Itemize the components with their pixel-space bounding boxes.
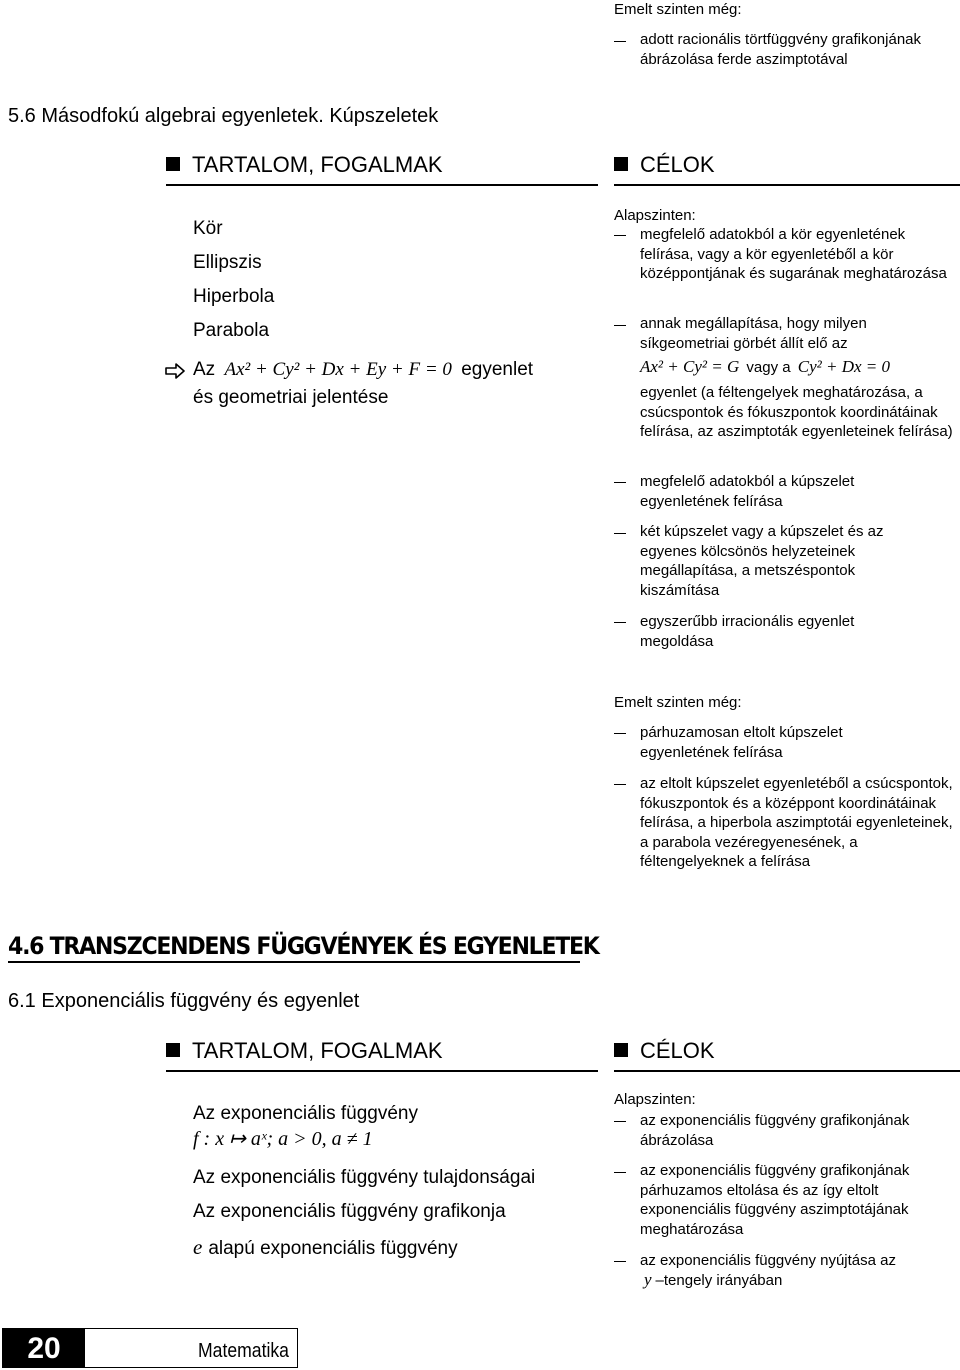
- goal-item: annak megállapítása, hogy milyen síkgeometriai görbét állít elő az: [640, 315, 867, 352]
- topic-item: Az exponenciális függvény grafikonja: [193, 1201, 506, 1222]
- footer-subject: Matematika: [198, 1340, 289, 1362]
- divider: [614, 1070, 960, 1072]
- dash: [614, 235, 626, 236]
- topic-item-line2: és geometriai jelentése: [193, 387, 389, 408]
- topic-item: Hiperbola: [193, 286, 275, 307]
- alap-label: Alapszinten:: [614, 1091, 696, 1108]
- divider: [166, 1070, 598, 1072]
- divider: [166, 184, 598, 186]
- topic-item-general-equation: Az Ax² + Cy² + Dx + Ey + F = 0 egyenlet: [193, 359, 534, 380]
- section-title: 5.6 Másodfokú algebrai egyenletek. Kúpszeletek: [8, 105, 439, 127]
- goal-item: megfelelő adatokból a kúpszelet egyenletének felírása: [640, 473, 855, 510]
- arrow-right-icon: [165, 363, 185, 379]
- section-head-left: TARTALOM, FOGALMAK: [166, 1038, 443, 1064]
- goal-item-cont: egyenlet (a féltengelyek meghatározása, a csúcspontok és fókuszpontok koordinátáinak felírása, az aszimptoták egyenleteinek felírása): [640, 384, 953, 440]
- square-bullet-icon: [166, 157, 180, 171]
- chapter-title: 4.6 TRANSZCENDENS FÜGGVÉNYEK ÉS EGYENLETEK: [8, 932, 599, 960]
- formula: Ax² + Cy² + Dx + Ey + F = 0: [224, 359, 452, 380]
- goal-item: egyszerűbb irracionális egyenlet megoldása: [640, 613, 855, 650]
- alap-label: Alapszinten:: [614, 207, 696, 224]
- goal-item: párhuzamosan eltolt kúpszelet egyenletének felírása: [640, 724, 843, 761]
- dash: [614, 41, 626, 42]
- page-number: 20: [3, 1329, 85, 1367]
- formula-line: Ax² + Cy² = G vagy a Cy² + Dx = 0: [640, 357, 891, 376]
- goal-item-y: y –tengely irányában: [644, 1270, 783, 1289]
- goal-item: az exponenciális függvény grafikonjának ábrázolása: [640, 1112, 910, 1149]
- dash: [614, 482, 626, 483]
- section-head-right: CÉLOK: [614, 152, 715, 178]
- square-bullet-icon: [614, 157, 628, 171]
- goal-item: két kúpszelet vagy a kúpszelet és az egyenes kölcsönös helyzeteinek megállapítása, a metszéspontok kiszámítása: [640, 523, 884, 599]
- dash: [614, 1172, 626, 1173]
- dash: [614, 784, 626, 785]
- goal-item: megfelelő adatokból a kör egyenletének felírása, vagy a kör egyenletéből a kör középpontjának és sugarának meghatározása: [640, 226, 947, 282]
- topic-item: Parabola: [193, 320, 270, 341]
- dash: [614, 733, 626, 734]
- topic-item: Az exponenciális függvény: [193, 1103, 418, 1124]
- formula: f : x ↦ aˣ; a > 0, a ≠ 1: [193, 1128, 373, 1150]
- goal-item: az eltolt kúpszelet egyenletéből a csúcspontok, fókuszpontok és a középpont koordinátáinak felírása, a hiperbola aszimptotái egyenleteinek, a parabola vezéregyenesének, a féltengelyeknek a felírása: [640, 775, 953, 870]
- dash: [614, 325, 626, 326]
- goal-item: az exponenciális függvény nyújtása az: [640, 1252, 896, 1269]
- list-item: adott racionális törtfüggvény grafikonjának ábrázolása ferde aszimptotával: [640, 31, 922, 68]
- topic-item: Az exponenciális függvény tulajdonságai: [193, 1167, 536, 1188]
- section-head-left: TARTALOM, FOGALMAK: [166, 152, 443, 178]
- topic-item-e: e alapú exponenciális függvény: [193, 1235, 458, 1259]
- dash: [614, 533, 626, 534]
- divider: [614, 184, 960, 186]
- dash: [614, 1261, 626, 1262]
- chapter-underline: [8, 961, 580, 963]
- square-bullet-icon: [166, 1043, 180, 1057]
- section-head-right: CÉLOK: [614, 1038, 715, 1064]
- topic-item: Kör: [193, 218, 223, 239]
- emelt-label: Emelt szinten még:: [614, 694, 742, 711]
- dash: [614, 622, 626, 623]
- goal-item: az exponenciális függvény grafikonjának párhuzamos eltolása és az így eltolt exponenciális függvény aszimptotájának meghatározása: [640, 1162, 910, 1238]
- section-title: 6.1 Exponenciális függvény és egyenlet: [8, 990, 360, 1012]
- square-bullet-icon: [614, 1043, 628, 1057]
- emelt-label-top: Emelt szinten még:: [614, 1, 742, 18]
- dash: [614, 1121, 626, 1122]
- topic-item: Ellipszis: [193, 252, 262, 273]
